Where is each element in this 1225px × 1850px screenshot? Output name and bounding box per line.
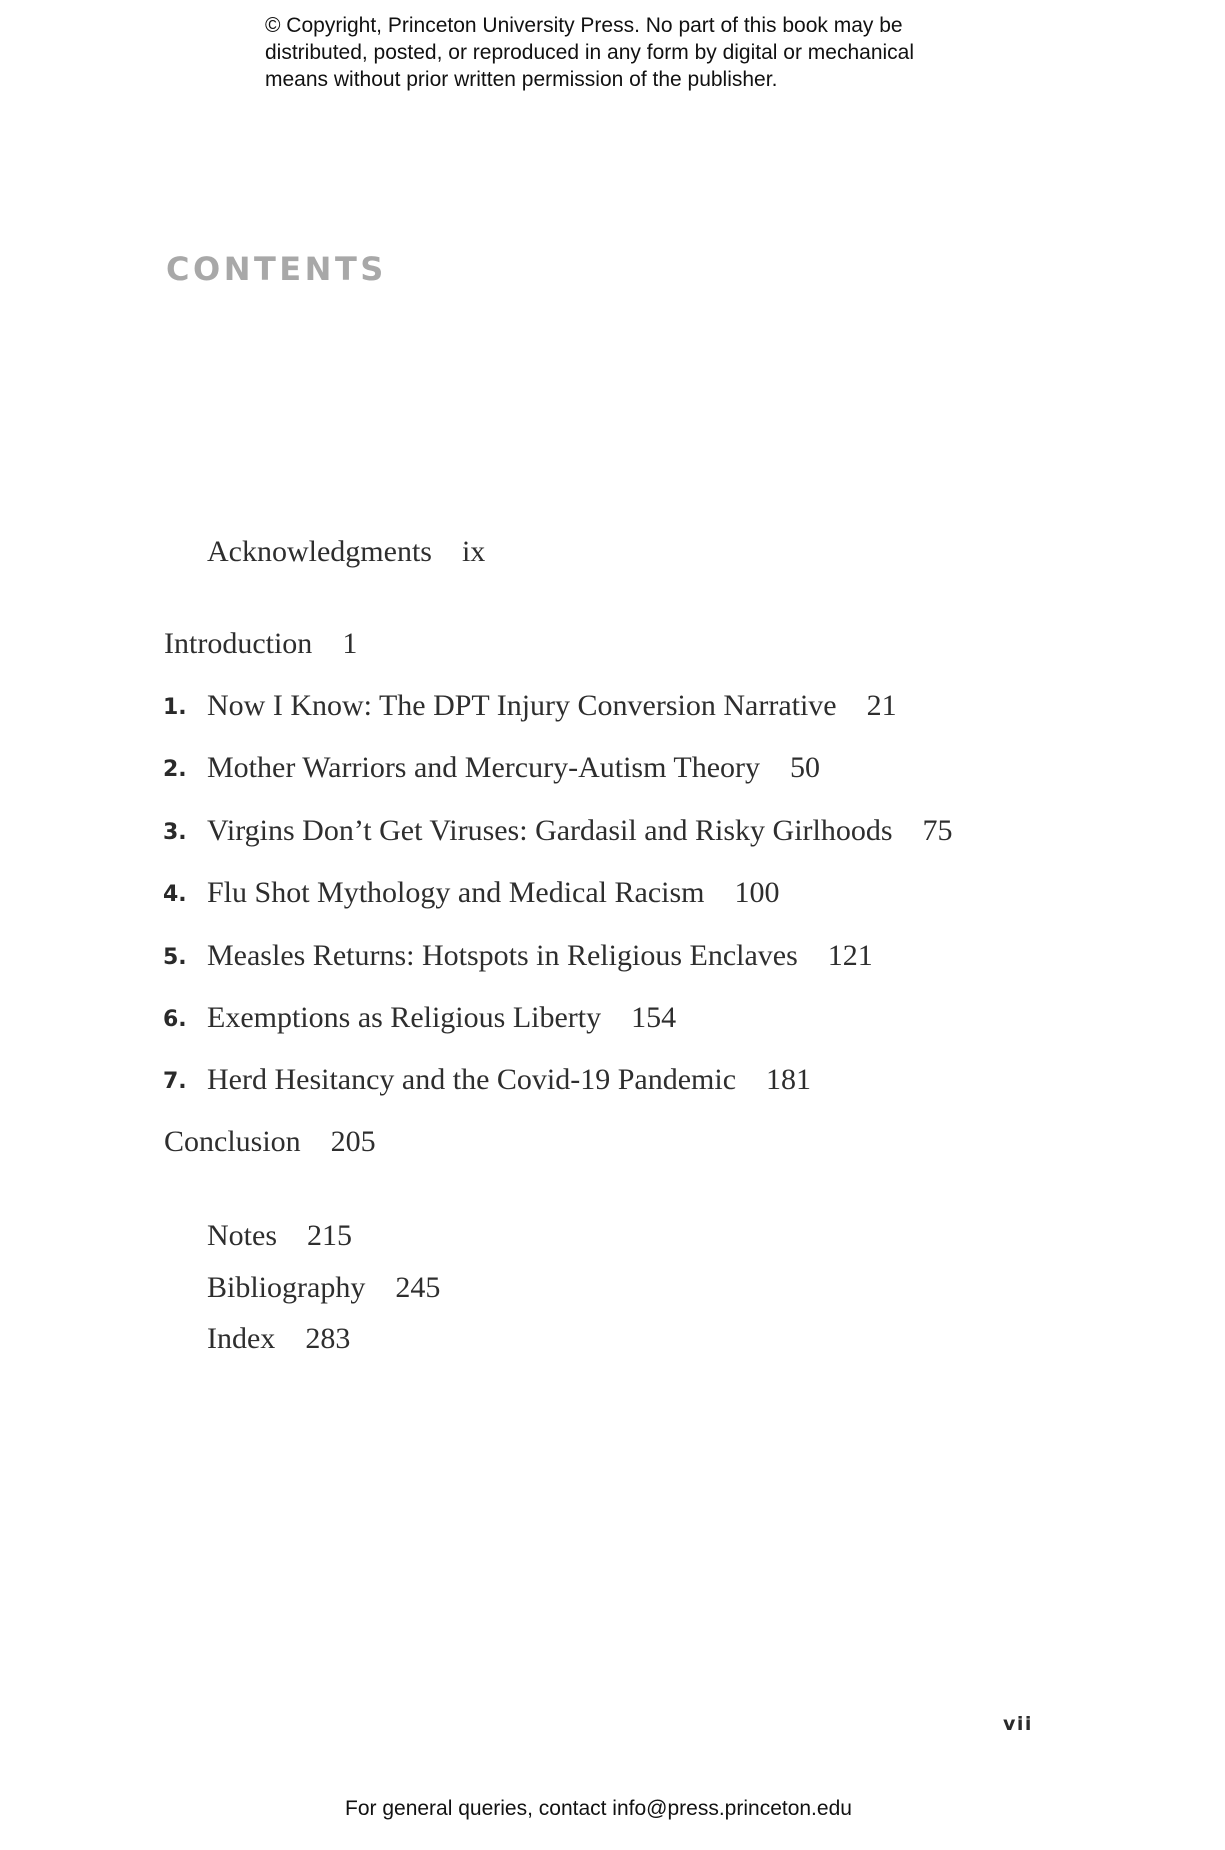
toc-entry-chapter-2[interactable]: [163, 750, 821, 786]
toc-entry-page: 283: [305, 1322, 351, 1355]
toc-entry-title: Index: [207, 1322, 276, 1355]
chapter-number: 5.: [163, 945, 187, 970]
toc-entry-chapter-5[interactable]: [163, 938, 873, 974]
toc-entry-title: Mother Warriors and Mercury-Autism Theory: [207, 751, 761, 784]
toc-entry-title: Herd Hesitancy and the Covid-19 Pandemic: [207, 1063, 737, 1096]
page-title: CONTENTS: [166, 250, 387, 288]
toc-entry-page: 75: [922, 814, 953, 847]
copyright-line: means without prior written permission of the publisher.: [265, 68, 778, 91]
toc-entry-acknowledgments[interactable]: [207, 534, 485, 570]
toc-entry-title: Acknowledgments: [207, 535, 432, 568]
toc-entry-conclusion[interactable]: [164, 1124, 376, 1160]
footer-contact: For general queries, contact info@press.princeton.edu: [345, 1797, 852, 1820]
toc-entry-title: Flu Shot Mythology and Medical Racism: [207, 876, 705, 909]
toc-entry-title: Exemptions as Religious Liberty: [207, 1001, 602, 1034]
chapter-number: 7.: [163, 1069, 187, 1094]
toc-entry-title: Virgins Don’t Get Viruses: Gardasil and Risky Girlhoods: [207, 814, 893, 847]
toc-entry-page: 50: [790, 751, 821, 784]
toc-entry-page: ix: [461, 535, 486, 568]
copyright-line: © Copyright, Princeton University Press. No part of this book may be: [265, 14, 903, 37]
toc-entry-page: 205: [330, 1125, 376, 1158]
toc-entry-title: Notes: [207, 1219, 277, 1252]
chapter-number: 4.: [163, 882, 187, 907]
page-number: vii: [1003, 1713, 1033, 1735]
toc-entry-page: 121: [827, 939, 873, 972]
toc-entry-title: Measles Returns: Hotspots in Religious Enclaves: [207, 939, 798, 972]
copyright-line: distributed, posted, or reproduced in any form by digital or mechanical: [265, 41, 915, 64]
toc-entry-bibliography[interactable]: [207, 1270, 440, 1306]
toc-entry-page: 21: [866, 689, 897, 722]
toc-entry-title: Bibliography: [207, 1271, 366, 1304]
chapter-number: 2.: [163, 757, 187, 782]
toc-entry-chapter-1[interactable]: [163, 688, 897, 724]
toc-entry-page: 1: [342, 627, 358, 660]
toc-entry-chapter-6[interactable]: [163, 1000, 677, 1036]
toc-entry-page: 245: [395, 1271, 441, 1304]
toc-entry-index[interactable]: [207, 1321, 350, 1357]
toc-entry-title: Introduction: [164, 627, 313, 660]
toc-entry-page: 215: [307, 1219, 352, 1252]
toc-entry-introduction[interactable]: [164, 626, 357, 662]
chapter-number: 1.: [163, 695, 187, 720]
chapter-number: 3.: [163, 820, 187, 845]
toc-entry-page: 154: [631, 1001, 677, 1034]
toc-entry-chapter-4[interactable]: [163, 875, 780, 911]
chapter-number: 6.: [163, 1007, 187, 1032]
toc-entry-chapter-7[interactable]: [163, 1062, 812, 1098]
toc-entry-title: Conclusion: [164, 1125, 301, 1158]
toc-entry-page: 181: [766, 1063, 812, 1096]
toc-entry-chapter-3[interactable]: [163, 813, 953, 849]
toc-entry-notes[interactable]: [207, 1218, 352, 1254]
toc-entry-title: Now I Know: The DPT Injury Conversion Narrative: [207, 689, 837, 722]
toc-entry-page: 100: [734, 876, 780, 909]
